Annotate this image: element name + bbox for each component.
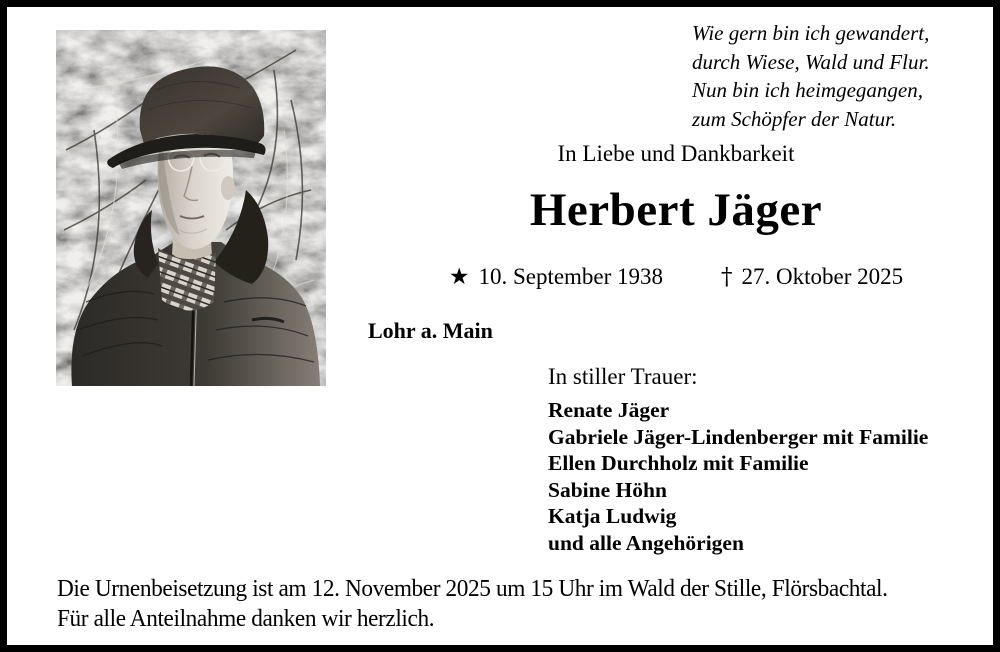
- poem-line: Wie gern bin ich gewandert,: [692, 21, 930, 45]
- poem-line: durch Wiese, Wald und Flur.: [692, 49, 930, 74]
- birth-date: [449, 264, 663, 290]
- death-cross-icon: †: [721, 264, 733, 290]
- mourner-name: Ellen Durchholz mit Familie: [548, 451, 809, 476]
- place-line: Lohr a. Main: [368, 318, 493, 343]
- poem-line: Nun bin ich heimgegangen,: [692, 78, 923, 102]
- death-date-text: 27. Oktober 2025: [741, 264, 904, 289]
- mourner-name: Sabine Höhn: [548, 477, 667, 502]
- poem-line: zum Schöpfer der Natur.: [692, 106, 897, 131]
- birth-date-text: 10. September 1938: [478, 264, 664, 289]
- mourners-list: [548, 397, 928, 557]
- death-date: [721, 264, 903, 290]
- life-dates: [370, 264, 982, 290]
- mourner-name: und alle Angehörigen: [548, 530, 744, 555]
- mourner-name: Gabriele Jäger-Lindenberger mit Familie: [548, 424, 929, 449]
- funeral-info: [57, 575, 959, 634]
- poem: [692, 19, 930, 133]
- birth-star-icon: ★: [448, 264, 470, 290]
- deceased-name: Herbert Jäger: [529, 184, 823, 236]
- funeral-info-line: Für alle Anteilnahme danken wir herzlich.: [57, 605, 435, 632]
- mourner-name: Katja Ludwig: [548, 504, 677, 529]
- mourner-name: Renate Jäger: [548, 398, 670, 422]
- mourning-heading: In stiller Trauer:: [548, 364, 698, 389]
- intro-line: In Liebe und Dankbarkeit: [557, 141, 795, 166]
- portrait-photo: [56, 30, 326, 386]
- funeral-info-line: Die Urnenbeisetzung ist am 12. November 2025 um 15 Uhr im Wald der Stille, Flörsbachtal.: [57, 576, 888, 602]
